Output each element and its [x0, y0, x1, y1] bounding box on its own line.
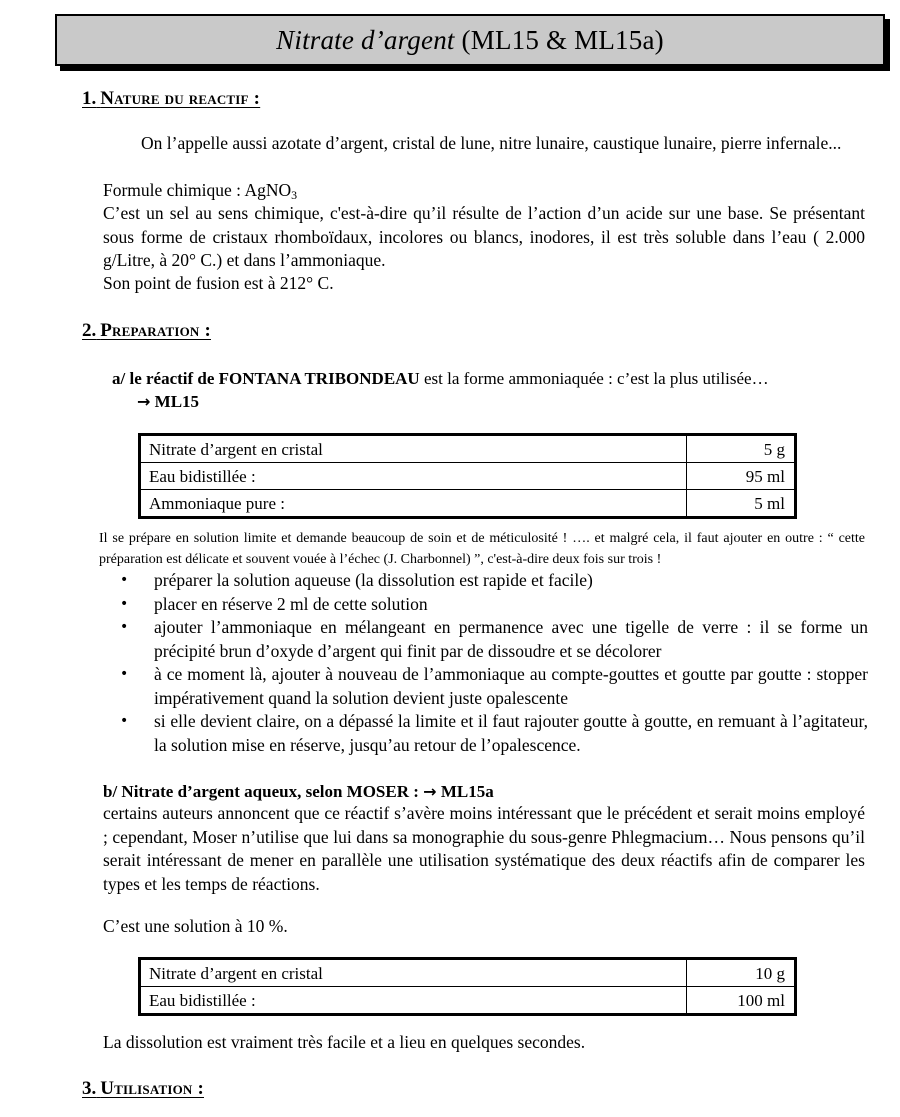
page-title	[276, 24, 664, 55]
ingredient-name: Eau bidistillée :	[141, 987, 687, 1014]
page-title-italic: Nitrate d’argent	[276, 24, 455, 55]
title-banner	[55, 14, 885, 66]
section-2-number: 2.	[82, 320, 97, 341]
ingredient-quantity: 10 g	[687, 960, 795, 987]
bullet-icon: •	[120, 595, 129, 612]
ingredient-quantity: 100 ml	[687, 987, 795, 1014]
ingredient-quantity: 95 ml	[687, 463, 795, 490]
chemical-formula-subscript: 3	[291, 187, 298, 202]
recipe-table-ml15a	[140, 959, 795, 1014]
list-item	[118, 593, 868, 617]
subsection-a-rest: est la forme ammoniaquée : c’est la plus utilisée…	[419, 369, 769, 388]
bullet-icon: •	[120, 713, 129, 729]
section-1-paragraph-1: On l’appelle aussi azotate d’argent, cristal de lune, nitre lunaire, caustique lunaire, pierre infernale...	[141, 133, 842, 153]
table-row	[141, 436, 795, 463]
preparation-steps-list	[118, 569, 868, 757]
ingredient-name: Nitrate d’argent en cristal	[141, 436, 687, 463]
list-item-text: placer en réserve 2 ml de cette solution	[154, 593, 428, 614]
ingredient-quantity: 5 g	[687, 436, 795, 463]
bullet-icon: •	[120, 666, 129, 682]
bullet-icon: •	[120, 619, 129, 635]
dissolution-closing-line: La dissolution est vraiment très facile et a lieu en quelques secondes.	[103, 1032, 586, 1052]
subsection-b-heading	[103, 780, 494, 803]
solution-concentration-line: C’est une solution à 10 %.	[103, 916, 288, 936]
bullet-icon: •	[120, 572, 129, 588]
ingredient-name: Nitrate d’argent en cristal	[141, 960, 687, 987]
subsection-a-bold-lead: a/ le réactif de FONTANA TRIBONDEAU	[112, 369, 420, 388]
list-item	[118, 569, 868, 593]
section-1-paragraph-3: Son point de fusion est à 212° C.	[103, 273, 334, 293]
arrow-right-icon: →	[423, 782, 437, 801]
section-2-label: Preparation :	[100, 320, 211, 341]
title-box	[55, 14, 885, 66]
section-3-number: 3.	[82, 1078, 97, 1099]
section-1-label: Nature du reactif :	[100, 88, 261, 109]
section-2-heading	[82, 320, 211, 342]
section-1-number: 1.	[82, 88, 97, 109]
subsection-b-paragraph: certains auteurs annoncent que ce réactif s’avère moins intéressant que le précédent et serait moins employé ; cependant, Moser n’utilise que lui dans sa monographie du sous-genre Phlegmacium… Nous pensons qu’il serait intéressant de mener en parallèle une utilisation systématique des deux réactifs afin de comparer les types et les temps de réactions.	[103, 803, 865, 894]
page-title-roman: (ML15 & ML15a)	[461, 24, 664, 55]
table-row	[141, 987, 795, 1014]
subsection-a-heading	[112, 367, 872, 390]
subsection-b-code: ML15a	[436, 782, 494, 801]
preparation-note: Il se prépare en solution limite et demande beaucoup de soin et de méticulosité ! …. et malgré cela, il faut ajouter en outre : “ cette préparation est délicate et souvent vouée à l’échec (J. Charbonnel) ”, c'est-à-dire deux fois sur trois !	[99, 531, 865, 567]
ingredient-name: Ammoniaque pure :	[141, 490, 687, 517]
list-item-text: à ce moment là, ajouter à nouveau de l’ammoniaque au compte-gouttes et goutte par goutte : stopper impérativement quand la solution devient juste opalescente	[154, 664, 868, 708]
list-item	[118, 710, 868, 757]
table-row	[141, 463, 795, 490]
list-item-text: si elle devient claire, on a dépassé la limite et il faut rajouter goutte à goutte, en remuant à l’agitateur, la solution mise en réserve, jusqu’au retour de l’opalescence.	[154, 711, 868, 755]
recipe-table-ml15	[140, 435, 795, 517]
section-1-heading	[82, 88, 260, 110]
table-row	[141, 960, 795, 987]
list-item-text: préparer la solution aqueuse (la dissolution est rapide et facile)	[154, 570, 593, 590]
list-item	[118, 663, 868, 710]
subsection-b-label: b/ Nitrate d’argent aqueux, selon MOSER :	[103, 782, 424, 801]
subsection-a-code: ML15	[154, 392, 200, 411]
subsection-a-code-line	[137, 390, 199, 413]
section-3-heading	[82, 1078, 204, 1100]
ingredient-quantity: 5 ml	[687, 490, 795, 517]
section-1-paragraph-2: C’est un sel au sens chimique, c'est-à-dire qu’il résulte de l’action d’un acide sur une base. Se présentant sous forme de cristaux rhomboïdaux, incolores ou blancs, inodores, il est très soluble dans l’eau ( 2.000 g/Litre, à 20° C.) et dans l’ammoniaque.	[103, 203, 865, 270]
list-item-text: ajouter l’ammoniaque en mélangeant en permanence avec une tigelle de verre : il se forme un précipité brun d’oxyde d’argent qui finit par de dissoudre et se décolorer	[154, 617, 868, 661]
arrow-right-icon: →	[137, 392, 151, 411]
chemical-formula-label: Formule chimique : AgNO	[103, 180, 292, 200]
list-item	[118, 616, 868, 663]
ingredient-name: Eau bidistillée :	[141, 463, 687, 490]
table-row	[141, 490, 795, 517]
section-3-label: Utilisation :	[100, 1078, 204, 1099]
